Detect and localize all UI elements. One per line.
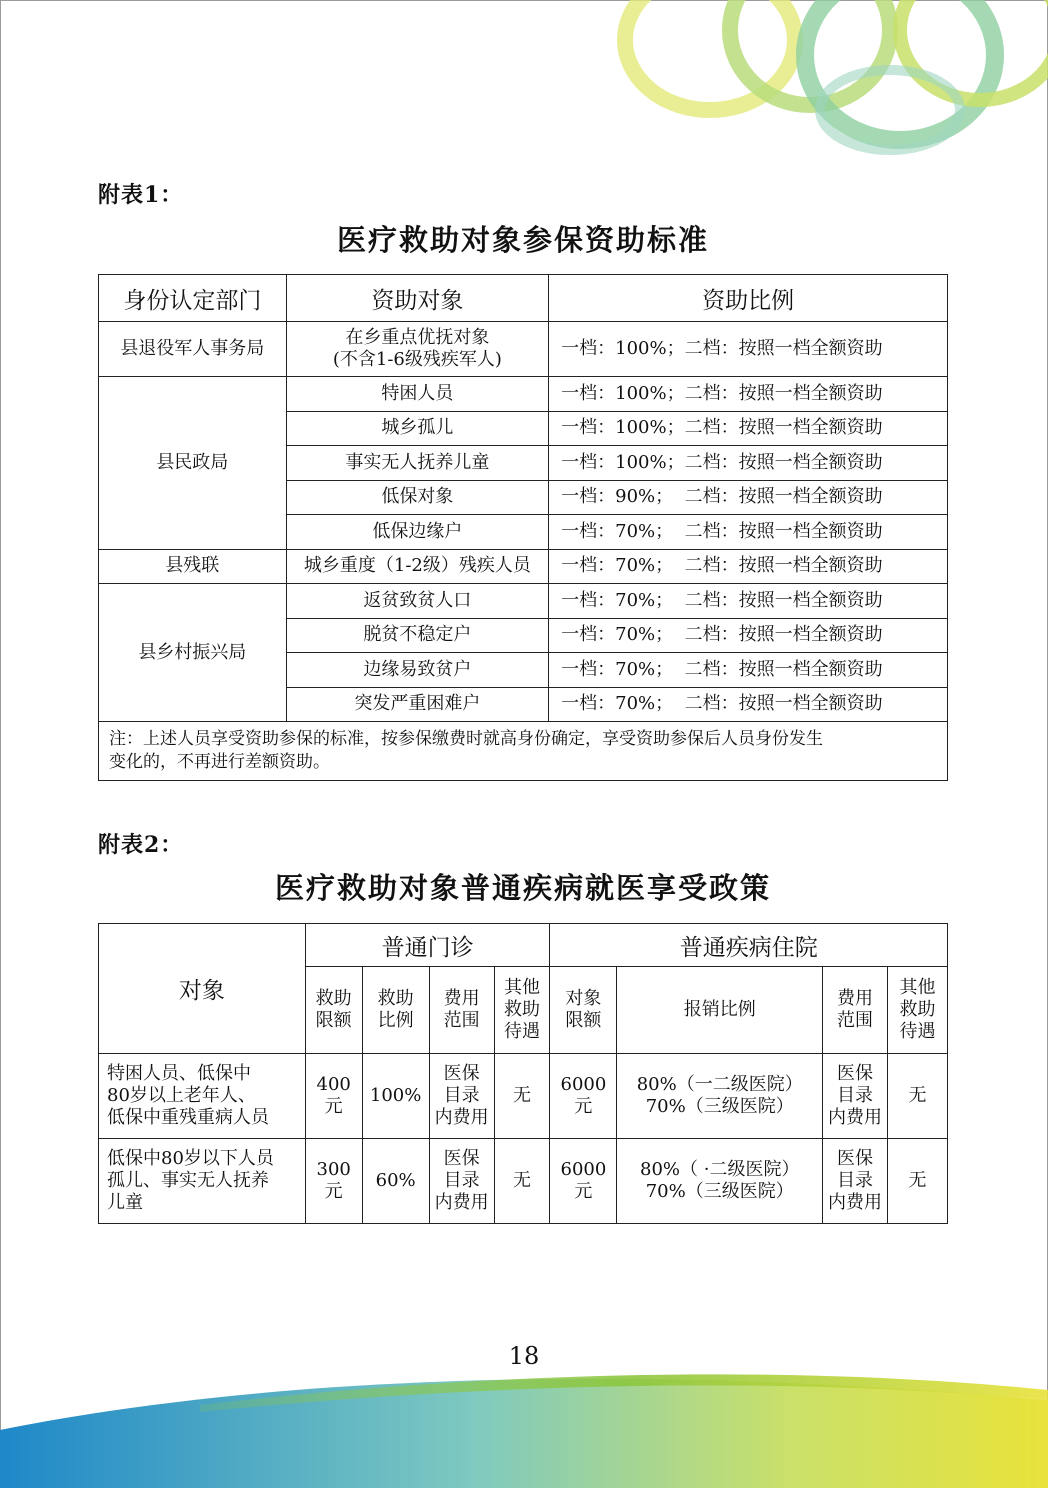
subsidy-standard-table: [98, 274, 948, 781]
cell-line: 孤儿、事实无人抚养: [107, 1170, 269, 1191]
cell-line: 80岁以上老年人、: [107, 1085, 256, 1106]
ordinary-disease-policy-table: [98, 923, 948, 1224]
cell-line: 元: [324, 1096, 343, 1117]
cell-line: 目录: [837, 1085, 874, 1106]
table2-label: 附表2：: [98, 832, 184, 858]
cell-line: 6000: [560, 1159, 607, 1180]
note-line: 注：上述人员享受资助参保的标准，按参保缴费时就高身份确定，享受资助参保后人员身份发生: [109, 729, 823, 749]
target-cell: 脱贫不稳定户: [286, 618, 549, 653]
header-line: 报销比例: [683, 999, 756, 1020]
cell-line: 医保: [837, 1063, 874, 1084]
rate-cell: 一档：90%； 二档：按照一档全额资助: [549, 480, 948, 515]
rate-cell: 一档：100%；二档：按照一档全额资助: [549, 446, 948, 481]
table-header-row: [99, 275, 948, 322]
note-row: [99, 722, 948, 781]
cell-line: 特困人员、低保中: [107, 1063, 251, 1084]
header-line: 费用: [443, 988, 480, 1009]
header-line: 救助: [899, 999, 936, 1020]
rate-cell: 一档：70%； 二档：按照一档全额资助: [549, 618, 948, 653]
table-row: [99, 1054, 948, 1139]
cell-line: 医保: [837, 1148, 874, 1169]
dept-cell: 县退役军人事务局: [99, 322, 287, 377]
header-line: 限额: [315, 1010, 352, 1031]
dept-cell: 县残联: [99, 549, 287, 584]
header-line: 待遇: [503, 1021, 540, 1042]
ip-limit-cell: [550, 1054, 617, 1139]
cell-line: 80%（一二级医院）: [636, 1074, 803, 1095]
target-cell: [286, 322, 549, 377]
ip-other-cell: 无: [888, 1054, 948, 1139]
cell-line: 元: [574, 1096, 593, 1117]
target-cell: 突发严重困难户: [286, 687, 549, 722]
cell-line: 目录: [443, 1170, 480, 1191]
ip-ratio-cell: [617, 1139, 823, 1224]
header-line: 救助: [503, 999, 540, 1020]
header-op-other: [494, 967, 550, 1054]
op-scope-cell: [429, 1139, 494, 1224]
header-line: 对象: [565, 988, 602, 1009]
cell-line: 80%（ ·二级医院）: [640, 1159, 800, 1180]
cell-line: 70%（三级医院）: [645, 1181, 794, 1202]
target-cell: 特困人员: [286, 377, 549, 412]
target-cell: 返贫致贫人口: [286, 584, 549, 619]
cell-line: 低保中80岁以下人员: [107, 1148, 274, 1169]
op-ratio-cell: 60%: [362, 1139, 429, 1224]
header-ip-ratio: [617, 967, 823, 1054]
target-cell: 低保对象: [286, 480, 549, 515]
cell-line: 医保: [443, 1148, 480, 1169]
cell-line: 元: [574, 1181, 593, 1202]
header-line: 救助: [315, 988, 352, 1009]
target-cell: 城乡重度（1-2级）残疾人员: [286, 549, 549, 584]
rate-cell: 一档：100%；二档：按照一档全额资助: [549, 377, 948, 412]
decorative-swoosh: [0, 1360, 1048, 1488]
header-inpatient: 普通疾病住院: [550, 924, 948, 967]
table1-label: 附表1：: [98, 182, 184, 208]
table-row: [99, 584, 948, 619]
cell-line: 内费用: [828, 1192, 883, 1213]
op-scope-cell: [429, 1054, 494, 1139]
header-op-scope: [429, 967, 494, 1054]
cell-line: 医保: [443, 1063, 480, 1084]
op-other-cell: 无: [494, 1054, 550, 1139]
header-op-ratio: [362, 967, 429, 1054]
cell-line: 内费用: [434, 1192, 489, 1213]
table-row: [99, 1139, 948, 1224]
cell-line: 300: [316, 1159, 351, 1180]
dept-cell: 县乡村振兴局: [99, 584, 287, 722]
table-row: [99, 549, 948, 584]
header-target: 资助对象: [286, 275, 549, 322]
rate-cell: 一档：100%；二档：按照一档全额资助: [549, 411, 948, 446]
target-cell: 事实无人抚养儿童: [286, 446, 549, 481]
op-other-cell: 无: [494, 1139, 550, 1224]
header-line: 费用: [837, 988, 874, 1009]
header-line: 其他: [503, 977, 540, 998]
table2-title: 医疗救助对象普通疾病就医享受政策: [274, 871, 771, 905]
object-cell: [99, 1054, 306, 1139]
group-header-row: [99, 924, 948, 967]
header-dept: 身份认定部门: [99, 275, 287, 322]
target-cell: 边缘易致贫户: [286, 653, 549, 688]
ip-other-cell: 无: [888, 1139, 948, 1224]
decorative-rings: [590, 0, 1048, 175]
rate-cell: 一档：70%； 二档：按照一档全额资助: [549, 515, 948, 550]
object-cell: [99, 1139, 306, 1224]
target-cell: 城乡孤儿: [286, 411, 549, 446]
table-row: [99, 322, 948, 377]
header-line: 待遇: [899, 1021, 936, 1042]
table-note: [99, 722, 948, 781]
header-line: 限额: [565, 1010, 602, 1031]
cell-line: 6000: [560, 1074, 607, 1095]
header-ip-scope: [823, 967, 888, 1054]
table-row: [99, 377, 948, 412]
dept-cell: 县民政局: [99, 377, 287, 550]
cell-line: 低保中重残重病人员: [107, 1107, 269, 1128]
op-limit-cell: [305, 1054, 362, 1139]
header-rate: 资助比例: [549, 275, 948, 322]
header-outpatient: 普通门诊: [305, 924, 550, 967]
header-line: 范围: [443, 1010, 480, 1031]
target-cell: 低保边缘户: [286, 515, 549, 550]
header-op-limit: [305, 967, 362, 1054]
rate-cell: 一档：70%； 二档：按照一档全额资助: [549, 549, 948, 584]
rate-cell: 一档：70%； 二档：按照一档全额资助: [549, 653, 948, 688]
op-ratio-cell: 100%: [362, 1054, 429, 1139]
page-number: 18: [508, 1342, 540, 1370]
target-line: (不含1-6级残疾军人): [332, 349, 502, 370]
header-ip-limit: [550, 967, 617, 1054]
ip-scope-cell: [823, 1139, 888, 1224]
cell-line: 目录: [837, 1170, 874, 1191]
cell-line: 目录: [443, 1085, 480, 1106]
target-line: 在乡重点优抚对象: [345, 327, 490, 348]
cell-line: 400: [316, 1074, 351, 1095]
cell-line: 儿童: [107, 1192, 143, 1213]
table1-title: 医疗救助对象参保资助标准: [336, 223, 709, 257]
header-line: 其他: [899, 977, 936, 998]
header-ip-other: [888, 967, 948, 1054]
ip-ratio-cell: [617, 1054, 823, 1139]
cell-line: 元: [324, 1181, 343, 1202]
ip-limit-cell: [550, 1139, 617, 1224]
rate-cell: 一档：100%；二档：按照一档全额资助: [549, 322, 948, 377]
ip-scope-cell: [823, 1054, 888, 1139]
op-limit-cell: [305, 1139, 362, 1224]
header-line: 范围: [837, 1010, 874, 1031]
rate-cell: 一档：70%； 二档：按照一档全额资助: [549, 584, 948, 619]
rate-cell: 一档：70%； 二档：按照一档全额资助: [549, 687, 948, 722]
note-line: 变化的，不再进行差额资助。: [109, 752, 330, 772]
header-line: 比例: [377, 1010, 414, 1031]
cell-line: 内费用: [828, 1107, 883, 1128]
header-object: 对象: [99, 924, 306, 1054]
cell-line: 内费用: [434, 1107, 489, 1128]
header-line: 救助: [377, 988, 414, 1009]
cell-line: 70%（三级医院）: [645, 1096, 794, 1117]
